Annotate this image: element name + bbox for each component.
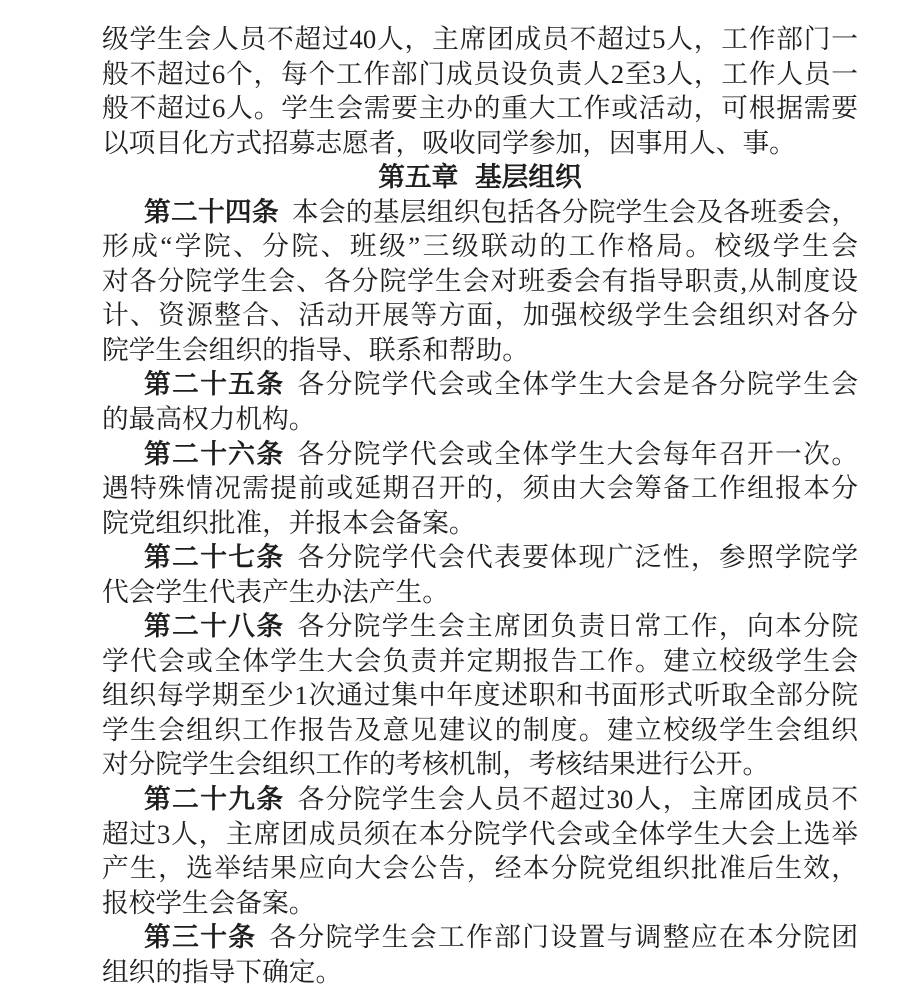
line-text: 院学生会组织的指导、联系和帮助。 [102,334,529,365]
line-text: 组织的指导下确定。 [102,956,343,987]
line-text: 的最高权力机构。 [102,404,316,435]
line-text: 各分院学代会代表要体现广泛性，参照学院学 [297,542,859,573]
text-line [102,817,858,852]
line-text: 超过3人，主席团成员须在本分院学代会或全体学生大会上选举 [102,818,858,849]
text-line [102,644,858,679]
paragraph [102,22,858,160]
line-text: 计、资源整合、活动开展等方面，加强校级学生会组织对各分 [102,300,858,331]
line-text: 本会的基层组织包括各分院学生会及各班委会， [291,196,859,227]
line-text: 级学生会人员不超过40人，主席团成员不超过5人，工作部门一 [102,24,858,54]
paragraph [102,920,858,989]
line-text: 各分院学代会或全体学生大会每年召开一次。 [297,438,859,469]
text-line [102,851,858,886]
paragraph [102,540,858,609]
paragraph [102,367,858,436]
text-line [102,264,858,299]
line-text: 报校学生会备案。 [102,887,316,918]
article-number: 第二十八条 [144,611,285,642]
text-line [102,195,858,230]
line-text: 般不超过6人。学生会需要主办的重大工作或活动，可根据需要 [102,93,858,124]
text-line [102,886,858,921]
text-line [102,540,858,575]
text-line [102,920,858,955]
line-text: 各分院学代会或全体学生大会是各分院学生会 [297,369,859,400]
text-line [102,471,858,506]
line-text: 对分院学生会组织工作的考核机制，考核结果进行公开。 [102,749,770,780]
paragraph [102,437,858,541]
line-text: 组织每学期至少1次通过集中年度述职和书面形式听取全部分院 [102,680,858,711]
line-text: 各分院学生会人员不超过30人，主席团成员不 [297,784,859,815]
text-line [102,22,858,57]
text-line [102,367,858,402]
text-line [102,126,858,161]
line-text: 学生会组织工作报告及意见建议的制度。建立校级学生会组织 [102,714,858,745]
line-text: 院党组织批准，并报本会备案。 [102,507,476,538]
line-text: 以项目化方式招募志愿者，吸收同学参加，因事用人、事。 [102,127,796,158]
line-text: 对各分院学生会、各分院学生会对班委会有指导职责,从制度设 [102,265,858,296]
text-line [102,575,858,610]
article-number: 第二十六条 [144,438,285,469]
text-line [102,506,858,541]
text-line [102,229,858,264]
line-text: 形成“学院、分院、班级”三级联动的工作格局。校级学生会 [102,231,858,262]
text-line [102,333,858,368]
paragraph [102,195,858,368]
article-number: 第二十四条 [144,196,279,227]
chapter-heading: 第五章 基层组织 [378,162,582,193]
text-line [102,609,858,644]
line-text: 般不超过6个，每个工作部门成员设负责人2至3人，工作人员一 [102,58,858,89]
text-line [102,678,858,713]
text-line [102,402,858,437]
text-line [102,955,858,989]
paragraph [102,609,858,782]
document-body [102,22,858,989]
text-line [102,747,858,782]
text-line [102,91,858,126]
line-text: 遇特殊情况需提前或延期召开的，须由大会筹备工作组报本分 [102,473,858,504]
text-line [102,713,858,748]
article-number: 第二十九条 [144,784,285,815]
text-line [102,298,858,333]
text-line [102,437,858,472]
text-line [102,782,858,817]
text-line [102,57,858,92]
line-text: 产生，选举结果应向大会公告，经本分院党组织批准后生效， [102,853,858,884]
article-number: 第二十五条 [144,369,285,400]
line-text: 各分院学生会工作部门设置与调整应在本分院团 [269,922,859,953]
line-text: 代会学生代表产生办法产生。 [102,576,449,607]
line-text: 学代会或全体学生大会负责并定期报告工作。建立校级学生会 [102,645,858,676]
paragraph [102,782,858,920]
article-number: 第二十七条 [144,542,285,573]
article-number: 第三十条 [144,922,257,953]
line-text: 各分院学生会主席团负责日常工作，向本分院 [297,611,859,642]
